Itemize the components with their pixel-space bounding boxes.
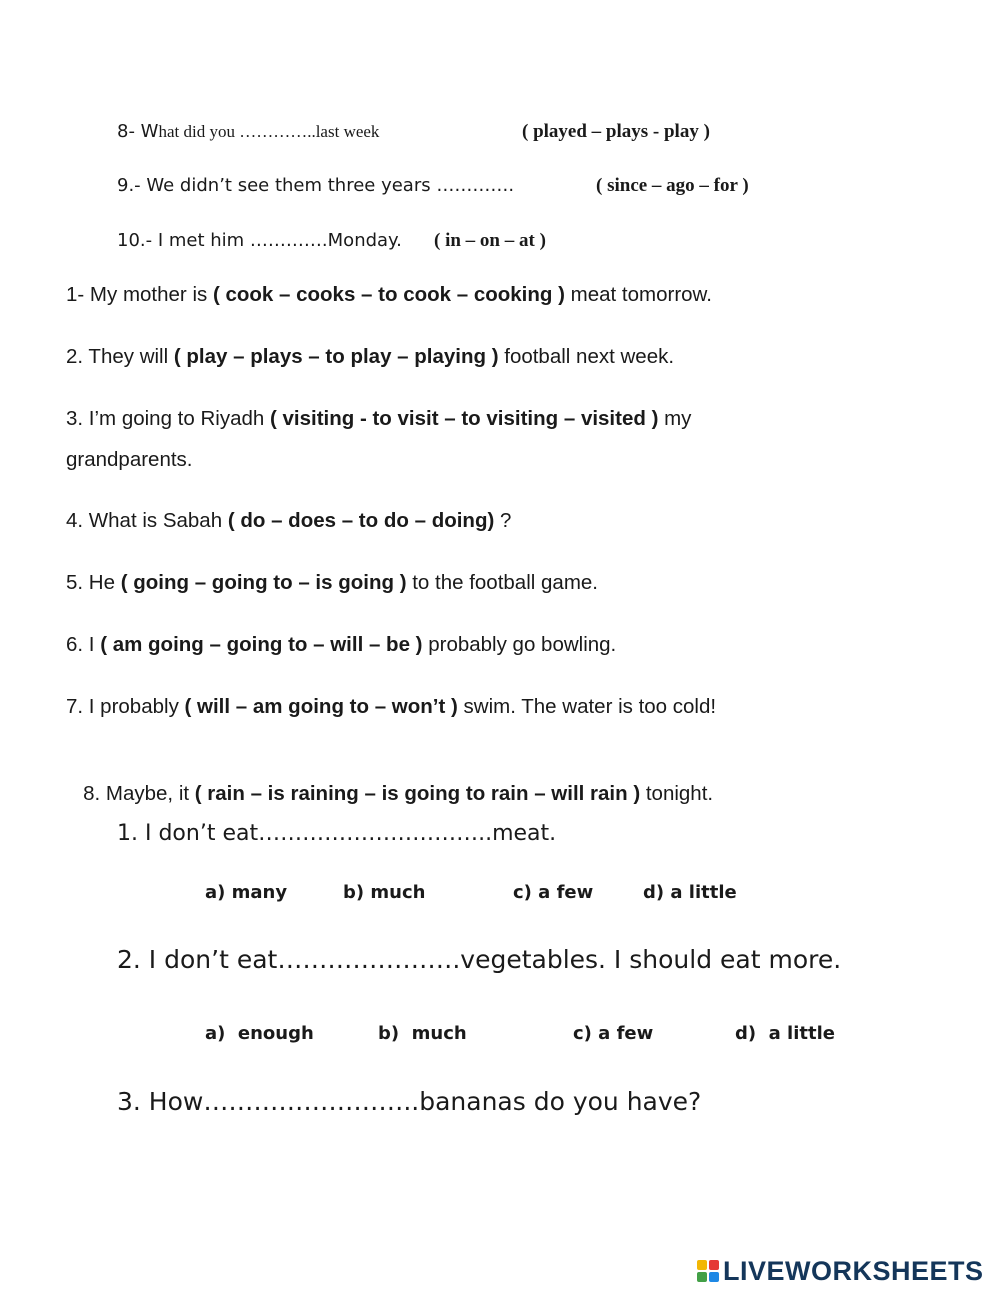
mcq-question-3: 3. How……………………..bananas do you have? [117, 1087, 702, 1116]
mcq-question-2: 2. I don’t eat………………….vegetables. I should eat more. [117, 945, 842, 974]
choose-item-2-choices: ( play – plays – to play – playing ) [173, 345, 499, 368]
question-10-choices: ( in – on – at ) [434, 230, 546, 251]
choose-item-1 [66, 283, 712, 307]
liveworksheets-logo-text: LIVEWORKSHEETS [723, 1255, 984, 1286]
mcq-2-option-c[interactable]: c) a few [573, 1023, 654, 1044]
choose-item-5-before: 5. He [66, 571, 121, 594]
choose-item-1-before: 1- My mother is [66, 283, 213, 306]
liveworksheets-logo-icon [697, 1260, 719, 1282]
choose-item-6-choices: ( am going – going to – will – be ) [100, 633, 423, 656]
mcq-2-option-d[interactable]: d) a little [735, 1023, 835, 1044]
choose-item-6-before: 6. I [66, 633, 101, 656]
choose-item-8-before: 8. Maybe, it [77, 782, 195, 805]
question-9-choices: ( since – ago – for ) [596, 175, 749, 196]
choose-item-4 [66, 509, 511, 533]
choose-item-7-choices: ( will – am going to – won’t ) [184, 695, 458, 718]
choose-item-2-after: football next week. [498, 345, 675, 368]
choose-item-3-before: 3. I’m going to Riyadh [66, 407, 270, 430]
mcq-question-1: 1. I don’t eat…………………………..meat. [117, 821, 557, 846]
choose-item-8-after: tonight. [640, 782, 714, 805]
choose-item-4-choices: ( do – does – to do – doing) [227, 509, 495, 532]
question-8-text: hat did you …………..last week [158, 122, 380, 141]
choose-item-2 [66, 345, 674, 369]
logo-square-1 [697, 1260, 707, 1270]
question-10-text: 10.- I met him ………….Monday. [117, 230, 402, 251]
choose-item-6-after: probably go bowling. [422, 633, 617, 656]
choose-item-4-before: 4. What is Sabah [66, 509, 228, 532]
question-9-text: 9.- We didn’t see them three years …………. [117, 175, 515, 196]
mcq-1-option-b[interactable]: b) much [343, 882, 426, 903]
liveworksheets-logo [697, 1256, 984, 1286]
logo-square-3 [697, 1272, 707, 1282]
choose-item-5-choices: ( going – going to – is going ) [120, 571, 407, 594]
choose-item-8 [66, 758, 713, 806]
mcq-1-option-c[interactable]: c) a few [513, 882, 594, 903]
logo-square-4 [709, 1272, 719, 1282]
choose-item-7 [66, 695, 716, 719]
choose-item-3-continuation: grandparents. [66, 448, 193, 471]
choose-item-7-before: 7. I probably [66, 695, 185, 718]
choose-item-1-choices: ( cook – cooks – to cook – cooking ) [212, 283, 565, 306]
question-8-line [117, 121, 379, 142]
mcq-1-option-d[interactable]: d) a little [643, 882, 737, 903]
question-8-prefix: 8- W [117, 121, 159, 142]
mcq-2-option-b[interactable]: b) much [378, 1023, 467, 1044]
choose-item-5-after: to the football game. [406, 571, 598, 594]
choose-item-3-choices: ( visiting - to visit – to visiting – visited ) [269, 407, 659, 430]
choose-item-4-after: ? [494, 509, 512, 532]
mcq-1-option-a[interactable]: a) many [205, 882, 288, 903]
logo-square-2 [709, 1260, 719, 1270]
choose-item-2-before: 2. They will [66, 345, 174, 368]
choose-item-3 [66, 407, 691, 431]
choose-item-8-choices: ( rain – is raining – is going to rain – will rain ) [194, 782, 641, 805]
choose-item-6 [66, 633, 616, 657]
choose-item-1-after: meat tomorrow. [564, 283, 712, 306]
question-8-choices: ( played – plays - play ) [522, 121, 710, 142]
mcq-2-option-a[interactable]: a) enough [205, 1023, 314, 1044]
choose-item-7-after: swim. The water is too cold! [457, 695, 717, 718]
choose-item-5 [66, 571, 598, 595]
choose-item-3-after: my [658, 407, 692, 430]
